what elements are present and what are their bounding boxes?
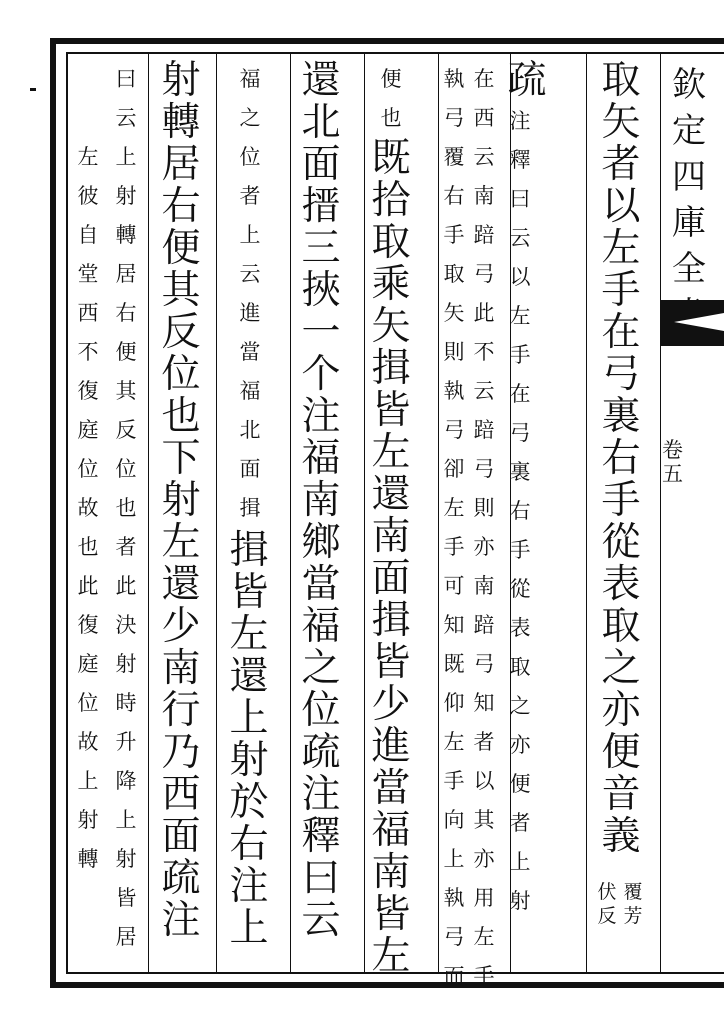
- glyph: 仰: [443, 691, 465, 715]
- glyph: 其: [161, 268, 201, 313]
- glyph: 射: [161, 478, 201, 523]
- glyph: 者: [601, 142, 641, 187]
- glyph: 云: [473, 145, 495, 169]
- glyph: 升: [115, 730, 137, 754]
- glyph: 時: [115, 691, 137, 715]
- glyph: 位: [161, 352, 201, 397]
- glyph: 取: [509, 655, 531, 679]
- text-column-4: [300, 60, 342, 942]
- glyph: 故: [77, 496, 99, 520]
- glyph: 堂: [77, 262, 99, 286]
- column-rule: [216, 52, 217, 974]
- glyph: 曰: [301, 856, 341, 901]
- glyph: 義: [601, 814, 641, 859]
- glyph: 踣: [473, 223, 495, 247]
- glyph: 揖: [239, 496, 261, 520]
- glyph: 拾: [371, 178, 411, 223]
- glyph: 在: [509, 382, 531, 406]
- glyph: 位: [301, 688, 341, 733]
- glyph: 注: [161, 898, 201, 943]
- glyph: 左: [161, 520, 201, 565]
- glyph: 揖: [229, 528, 269, 573]
- title-glyph: 庫: [672, 203, 706, 243]
- volume-label: [662, 438, 683, 486]
- glyph: 皆: [371, 892, 411, 937]
- glyph: 既: [371, 136, 411, 181]
- glyph: 皆: [115, 886, 137, 910]
- glyph: 則: [473, 496, 495, 520]
- glyph: 曰: [509, 187, 531, 211]
- glyph: 弓: [509, 421, 531, 445]
- text-column-6: [228, 530, 270, 950]
- glyph: 弓: [443, 418, 465, 442]
- glyph: 弓: [443, 106, 465, 130]
- glyph: 用: [473, 886, 495, 910]
- glyph: 左: [371, 934, 411, 979]
- glyph: 居: [115, 925, 137, 949]
- glyph: 亦: [601, 688, 641, 733]
- glyph: 當: [371, 766, 411, 811]
- glyph: 於: [229, 780, 269, 825]
- glyph: 北: [239, 418, 261, 442]
- glyph: 居: [115, 262, 137, 286]
- glyph: 射: [161, 58, 201, 103]
- text-column-1: [600, 60, 642, 858]
- glyph: 右: [509, 499, 531, 523]
- glyph: 者: [473, 730, 495, 754]
- glyph: 云: [239, 262, 261, 286]
- glyph: 從: [509, 577, 531, 601]
- glyph: 云: [509, 226, 531, 250]
- glyph: 既: [443, 652, 465, 676]
- text-column-7: [160, 60, 202, 942]
- glyph: 射: [77, 808, 99, 832]
- glyph: 手: [509, 538, 531, 562]
- glyph: 取: [443, 262, 465, 286]
- glyph: 不: [77, 340, 99, 364]
- glyph: 之: [509, 694, 531, 718]
- glyph: 揖: [371, 346, 411, 391]
- glyph: 降: [115, 769, 137, 793]
- glyph: 福: [239, 67, 261, 91]
- glyph: 左: [473, 925, 495, 949]
- glyph: 裏: [509, 460, 531, 484]
- glyph: 矢: [371, 304, 411, 349]
- glyph: 之: [239, 106, 261, 130]
- glyph: 手: [443, 223, 465, 247]
- glyph: 裏: [601, 394, 641, 439]
- glyph: 云: [115, 106, 137, 130]
- glyph: 轉: [161, 100, 201, 145]
- glyph: 皆: [371, 388, 411, 433]
- glyph: 注: [229, 864, 269, 909]
- glyph: 福: [239, 379, 261, 403]
- glyph: 復: [77, 379, 99, 403]
- glyph: 便: [380, 67, 402, 91]
- glyph: 位: [77, 691, 99, 715]
- glyph: 少: [161, 604, 201, 649]
- glyph: 乃: [161, 730, 201, 775]
- glyph: 疏: [161, 856, 201, 901]
- glyph: 北: [301, 100, 341, 145]
- title-glyph: 欽: [672, 65, 706, 105]
- glyph: 弓: [473, 262, 495, 286]
- glyph: 便: [161, 226, 201, 271]
- volume-glyph: 卷: [662, 438, 683, 462]
- glyph: 南: [301, 478, 341, 523]
- glyph: 執: [443, 67, 465, 91]
- glyph: 反: [115, 418, 137, 442]
- glyph: 此: [77, 574, 99, 598]
- glyph: 上: [229, 906, 269, 951]
- glyph: 者: [239, 184, 261, 208]
- glyph: 以: [601, 184, 641, 229]
- glyph: 西: [77, 301, 99, 325]
- glyph: 皆: [229, 570, 269, 615]
- glyph: 南: [371, 514, 411, 559]
- glyph: 福: [301, 604, 341, 649]
- glyph: 搢: [301, 184, 341, 229]
- glyph: 面: [239, 457, 261, 481]
- glyph: 弓: [443, 925, 465, 949]
- title-glyph: 全: [672, 249, 706, 289]
- glyph: 右: [443, 184, 465, 208]
- book-title: [672, 62, 706, 338]
- glyph: 其: [473, 808, 495, 832]
- glyph: 一: [301, 310, 341, 355]
- glyph: 面: [371, 556, 411, 601]
- glyph: 射: [115, 847, 137, 871]
- glyph: 者: [509, 811, 531, 835]
- glyph: 執: [443, 379, 465, 403]
- glyph: 上: [229, 696, 269, 741]
- glyph: 弓: [473, 457, 495, 481]
- glyph: 還: [229, 654, 269, 699]
- glyph: 也: [161, 394, 201, 439]
- glyph: 上: [115, 145, 137, 169]
- ink-speck: [30, 88, 36, 91]
- glyph: 乘: [371, 262, 411, 307]
- glyph: 位: [77, 457, 99, 481]
- glyph: 以: [509, 265, 531, 289]
- volume-glyph: 五: [662, 462, 683, 486]
- glyph: 手: [443, 769, 465, 793]
- glyph: 決: [115, 613, 137, 637]
- glyph: 此: [473, 301, 495, 325]
- column-rule: [148, 52, 149, 974]
- glyph: 芳: [623, 905, 643, 927]
- glyph: 弓: [473, 652, 495, 676]
- glyph: 反: [597, 905, 617, 927]
- glyph: 表: [509, 616, 531, 640]
- glyph: 也: [115, 496, 137, 520]
- column-rule: [660, 52, 661, 974]
- column-rule: [364, 52, 365, 974]
- glyph: 亦: [473, 535, 495, 559]
- glyph: 其: [115, 379, 137, 403]
- glyph: 還: [161, 562, 201, 607]
- glyph: 少: [371, 682, 411, 727]
- glyph: 皆: [371, 640, 411, 685]
- glyph: 南: [161, 646, 201, 691]
- glyph: 上: [509, 850, 531, 874]
- glyph: 右: [161, 184, 201, 229]
- glyph: 而: [443, 964, 465, 988]
- glyph: 射: [229, 738, 269, 783]
- glyph: 便: [509, 772, 531, 796]
- glyph: 左: [509, 304, 531, 328]
- column-rule: [586, 52, 587, 974]
- glyph: 手: [443, 535, 465, 559]
- glyph: 以: [473, 769, 495, 793]
- glyph: 此: [115, 574, 137, 598]
- glyph: 手: [509, 343, 531, 367]
- glyph: 進: [239, 301, 261, 325]
- glyph: 注: [301, 394, 341, 439]
- text-column-3: [370, 60, 412, 978]
- glyph: 鄉: [301, 520, 341, 565]
- glyph: 南: [473, 574, 495, 598]
- glyph: 音: [601, 772, 641, 817]
- glyph: 之: [301, 646, 341, 691]
- glyph: 福: [301, 436, 341, 481]
- column-rule: [438, 52, 439, 974]
- glyph: 執: [443, 886, 465, 910]
- glyph: 手: [473, 964, 495, 988]
- glyph: 左: [371, 430, 411, 475]
- glyph: 還: [371, 472, 411, 517]
- glyph: 左: [443, 496, 465, 520]
- glyph: 福: [371, 808, 411, 853]
- glyph: 進: [371, 724, 411, 769]
- glyph: 左: [443, 730, 465, 754]
- glyph: 上: [77, 769, 99, 793]
- glyph: 曰: [115, 67, 137, 91]
- glyph: 庭: [77, 652, 99, 676]
- glyph: 上: [115, 808, 137, 832]
- glyph: 釋: [301, 814, 341, 859]
- glyph: 右: [229, 822, 269, 867]
- glyph: 自: [77, 223, 99, 247]
- text-column-5: [236, 60, 264, 528]
- glyph: 轉: [77, 847, 99, 871]
- glyph: 云: [473, 379, 495, 403]
- glyph: 在: [601, 310, 641, 355]
- glyph: 手: [601, 268, 641, 313]
- glyph: 手: [601, 478, 641, 523]
- glyph: 也: [380, 106, 402, 130]
- glyph: 取: [601, 604, 641, 649]
- glyph: 云: [301, 898, 341, 943]
- glyph: 居: [161, 142, 201, 187]
- text-column-2: [440, 60, 548, 996]
- glyph: 便: [601, 730, 641, 775]
- glyph: 面: [301, 142, 341, 187]
- glyph: 矢: [443, 301, 465, 325]
- glyph: 上: [239, 223, 261, 247]
- glyph: 覆: [443, 145, 465, 169]
- glyph: 卻: [443, 457, 465, 481]
- glyph: 當: [301, 562, 341, 607]
- glyph: 取: [601, 58, 641, 103]
- fish-tail-ornament: [660, 300, 724, 346]
- glyph: 面: [161, 814, 201, 859]
- glyph: 上: [443, 847, 465, 871]
- glyph: 表: [601, 562, 641, 607]
- glyph: 位: [239, 145, 261, 169]
- glyph: 三: [301, 226, 341, 271]
- glyph: 注: [509, 109, 531, 133]
- glyph: 釋: [509, 148, 531, 172]
- glyph: 揖: [371, 598, 411, 643]
- glyph: 西: [161, 772, 201, 817]
- glyph: 知: [473, 691, 495, 715]
- glyph: 射: [509, 889, 531, 913]
- glyph: 庭: [77, 418, 99, 442]
- glyph: 位: [115, 457, 137, 481]
- glyph: 在: [473, 67, 495, 91]
- glyph: 則: [443, 340, 465, 364]
- glyph: 右: [115, 301, 137, 325]
- glyph: 之: [601, 646, 641, 691]
- glyph: 个: [301, 352, 341, 397]
- glyph: 射: [115, 184, 137, 208]
- glyph: 反: [161, 310, 201, 355]
- glyph: 向: [443, 808, 465, 832]
- glyph: 者: [115, 535, 137, 559]
- glyph: 伏: [597, 881, 617, 903]
- glyph: 復: [77, 613, 99, 637]
- glyph: 左: [601, 226, 641, 271]
- glyph: 可: [443, 574, 465, 598]
- glyph: 不: [473, 340, 495, 364]
- glyph: 南: [473, 184, 495, 208]
- glyph: 便: [115, 340, 137, 364]
- glyph: 亦: [473, 847, 495, 871]
- glyph: 左: [229, 612, 269, 657]
- glyph: 踣: [473, 613, 495, 637]
- glyph: 從: [601, 520, 641, 565]
- title-glyph: 定: [672, 111, 706, 151]
- glyph: 左: [77, 145, 99, 169]
- glyph: 知: [443, 613, 465, 637]
- glyph: 下: [161, 436, 201, 481]
- title-glyph: 四: [672, 157, 706, 197]
- glyph: 覆: [623, 881, 643, 903]
- glyph: 還: [301, 58, 341, 103]
- glyph: 當: [239, 340, 261, 364]
- glyph: 右: [601, 436, 641, 481]
- glyph: 彼: [77, 184, 99, 208]
- text-column-8: [74, 60, 140, 957]
- glyph: 矢: [601, 100, 641, 145]
- glyph: 西: [473, 106, 495, 130]
- glyph: 挾: [301, 268, 341, 313]
- column-rule: [290, 52, 291, 974]
- glyph: 亦: [509, 733, 531, 757]
- glyph: 南: [371, 850, 411, 895]
- glyph: 故: [77, 730, 99, 754]
- glyph: 轉: [115, 223, 137, 247]
- glyph: 行: [161, 688, 201, 733]
- yinyi-annotation: [596, 880, 644, 928]
- glyph: 疏: [301, 730, 341, 775]
- glyph: 疏: [507, 58, 547, 103]
- glyph: 注: [301, 772, 341, 817]
- glyph: 取: [371, 220, 411, 265]
- glyph: 弓: [601, 352, 641, 397]
- glyph: 踣: [473, 418, 495, 442]
- glyph: 射: [115, 652, 137, 676]
- glyph: 也: [77, 535, 99, 559]
